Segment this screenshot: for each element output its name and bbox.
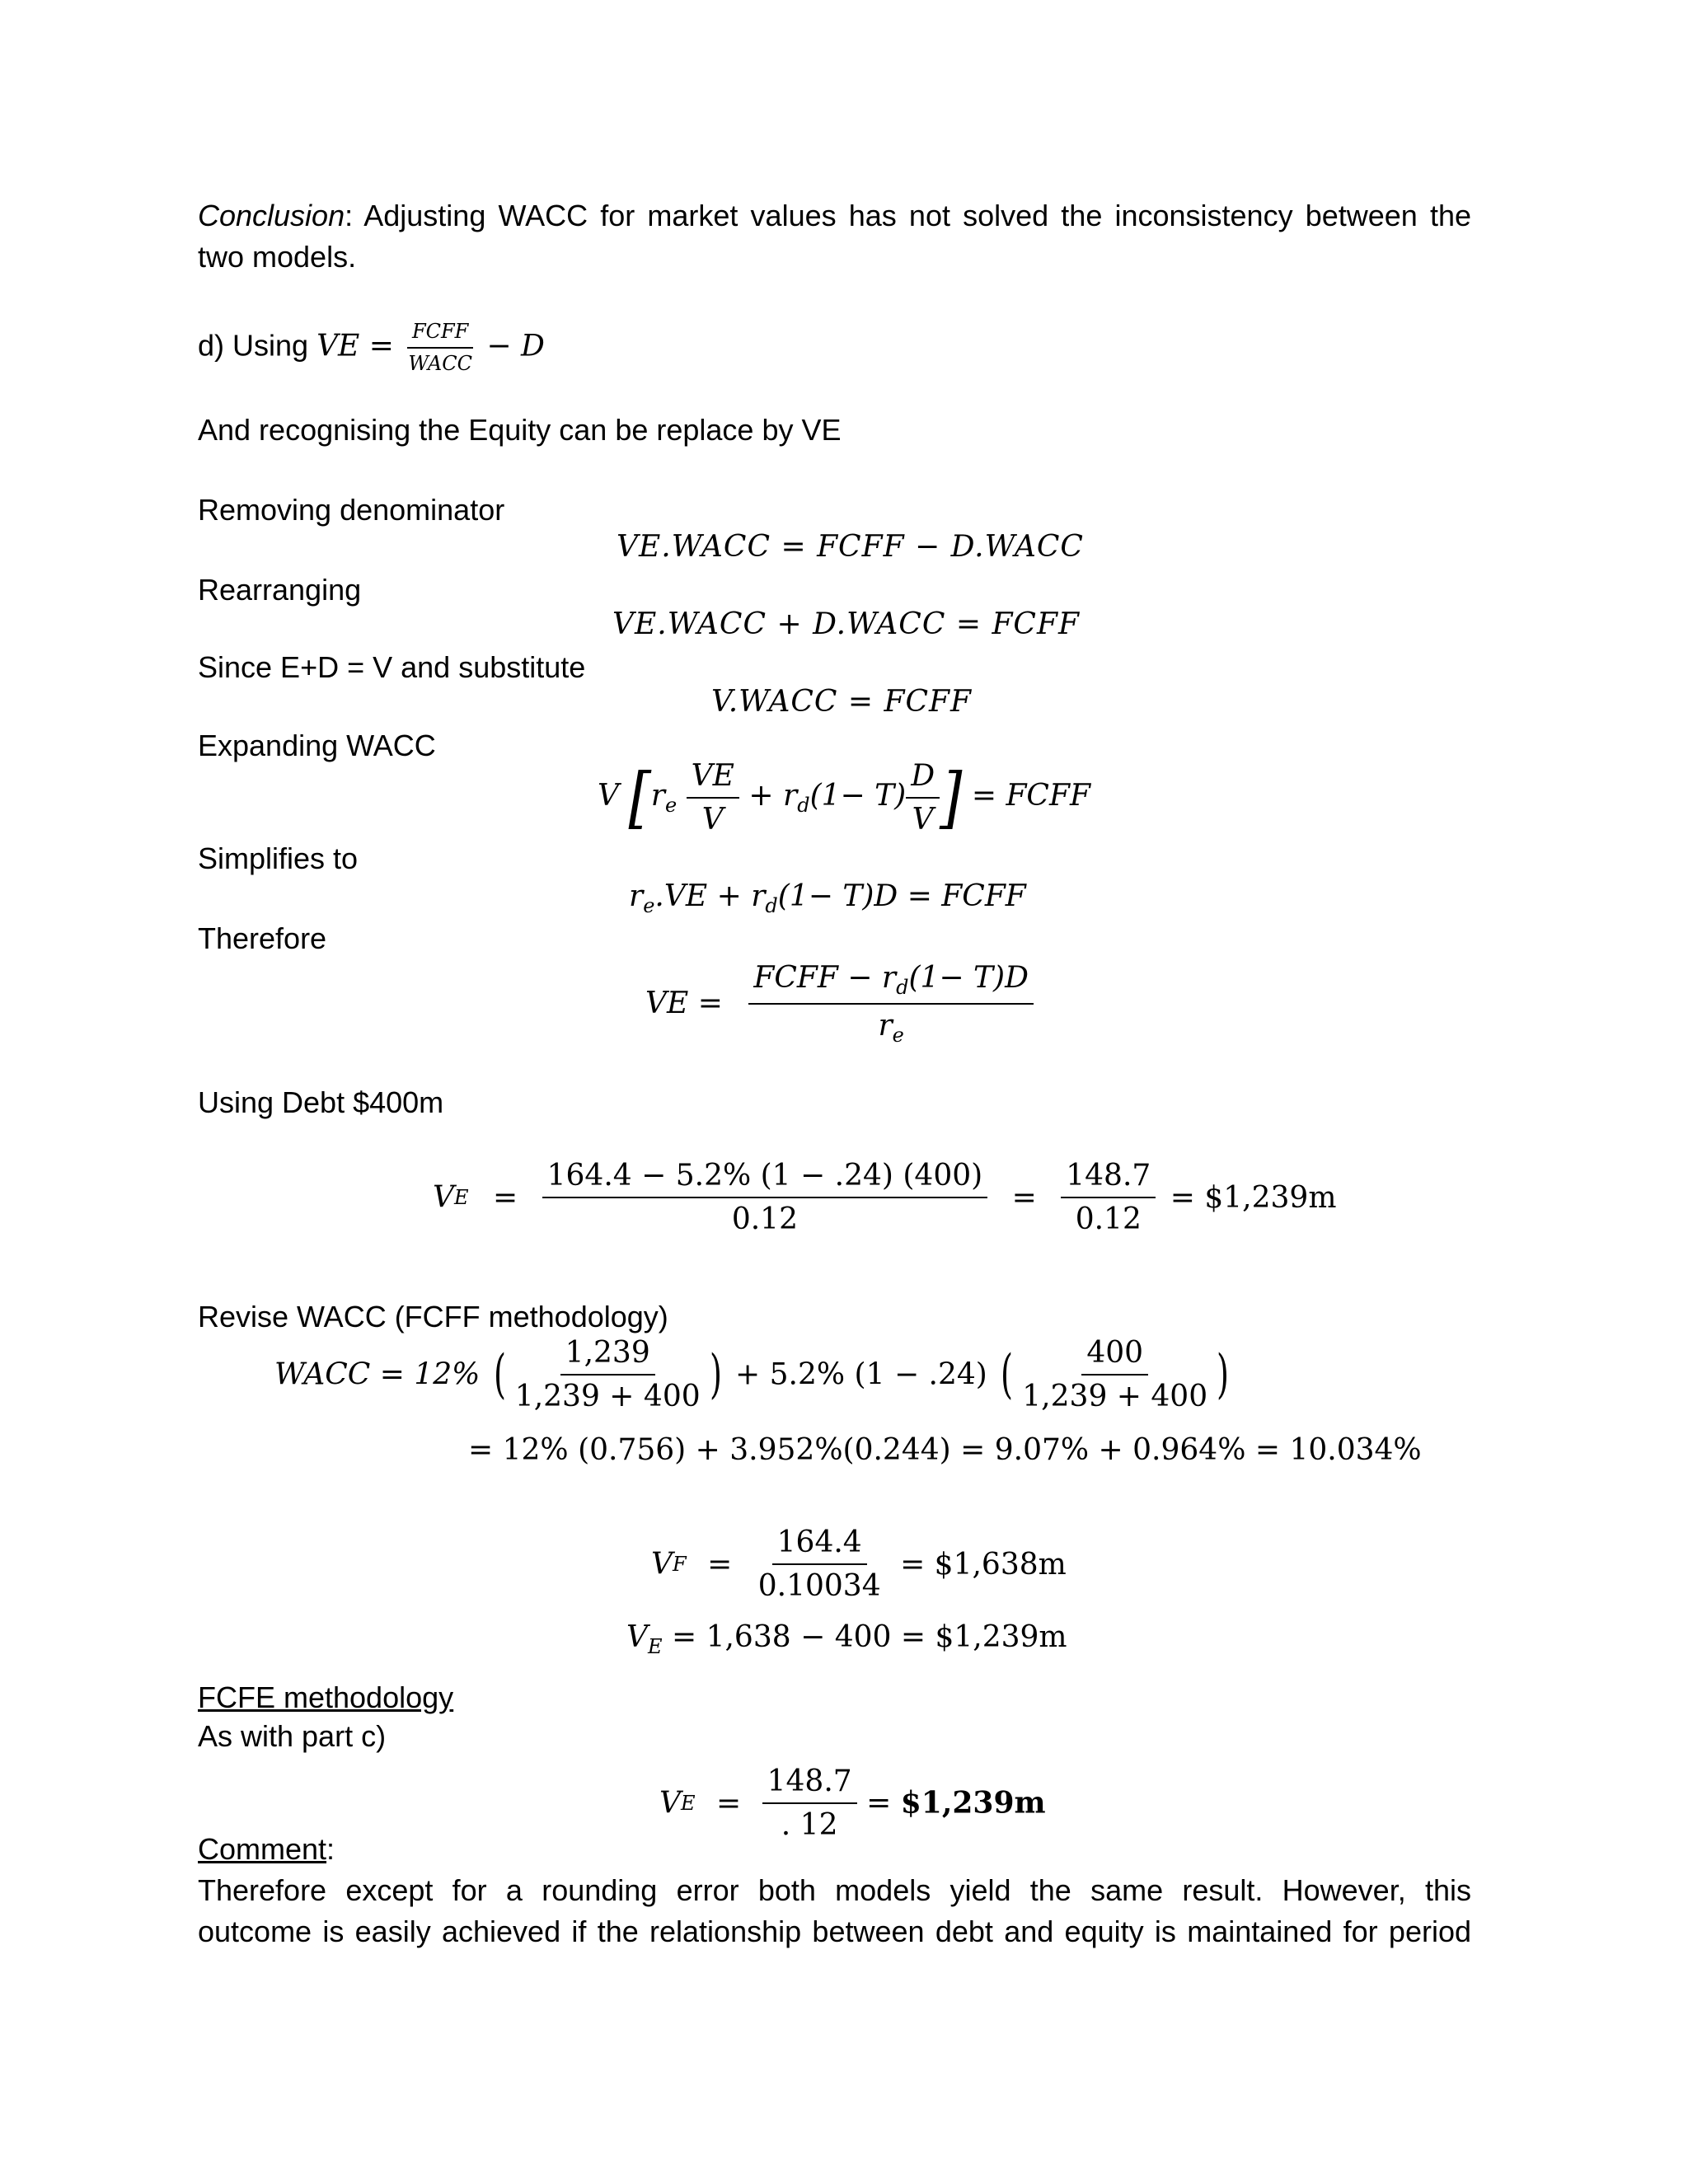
comment-colon: :: [326, 1832, 335, 1866]
eq4-d: D: [906, 758, 940, 799]
eq5-sub-d: d: [765, 894, 778, 917]
eq6-num-end: (1− T)D: [908, 961, 1029, 995]
ve-calc-den-2: 0.12: [1075, 1202, 1142, 1237]
eq4-close-bracket: ]: [940, 759, 963, 837]
part-d-minus-d: − D: [476, 329, 545, 363]
equation-4: [598, 758, 1090, 837]
ve-calc-eq: =: [492, 1180, 518, 1215]
wacc-calc-mid: + 5.2% (1 − .24): [735, 1357, 987, 1392]
eq6-den-sub: e: [892, 1023, 904, 1047]
wacc-den-2: 1,239 + 400: [1022, 1380, 1208, 1414]
ve-calc2-rest: = 1,638 − 400 = $1,239m: [662, 1620, 1067, 1654]
eq5-end: (1− T)D = FCFF: [777, 879, 1026, 913]
wacc-calc-lhs: WACC = 12%: [274, 1357, 481, 1392]
part-d-line: [198, 320, 545, 376]
ve-calculation: [433, 1158, 1336, 1237]
eq5-rest: .VE + r: [654, 879, 766, 913]
vf-calc-result: = $1,638m: [900, 1547, 1067, 1582]
conclusion-line-2: two models.: [198, 240, 357, 274]
wacc-num-2: 400: [1081, 1335, 1148, 1376]
part-d-prefix: d) Using: [198, 328, 317, 363]
eq4-re: r: [650, 779, 665, 813]
part-d-wacc: WACC: [408, 351, 472, 375]
comment-label: Comment: [198, 1832, 327, 1866]
ve-calc-frac-1: [542, 1158, 988, 1237]
ve-calc2-lhs-sub: E: [648, 1635, 663, 1658]
eq4-v: V: [598, 779, 619, 813]
step-expanding: Expanding WACC: [198, 729, 436, 762]
ve-calc3-frac: [762, 1764, 857, 1843]
ve-calc3-lhs-sub: E: [681, 1791, 696, 1815]
ve-calc3-eq: =: [715, 1786, 742, 1821]
eq4-re-sub: e: [664, 794, 678, 818]
eq5-sub-e: e: [643, 894, 655, 917]
using-debt: Using Debt $400m: [198, 1085, 444, 1119]
ve-calc-num-1: 164.4 − 5.2% (1 − .24) (400): [542, 1158, 988, 1198]
wacc-open-paren-2: (: [1001, 1344, 1014, 1406]
vf-calc-eq: =: [707, 1547, 733, 1582]
conclusion-text: : Adjusting WACC for market values has not solved the inconsistency between the: [345, 199, 1471, 232]
eq6-den-text: r: [878, 1008, 893, 1043]
equation-5: [629, 879, 1026, 918]
wacc-frac-2: [1017, 1335, 1212, 1414]
step-simplifies: Simplifies to: [198, 841, 359, 875]
step-removing: Removing denominator: [198, 493, 505, 527]
vf-calc-den: 0.10034: [757, 1569, 881, 1604]
eq4-ve-frac: [687, 758, 739, 837]
ve-calc-result: = $1,239m: [1170, 1180, 1337, 1215]
wacc-calc-line-2: = 12% (0.756) + 3.952%(0.244) = 9.07% + 0.964% = 10.034%: [468, 1433, 1422, 1467]
eq6-frac: [748, 960, 1034, 1047]
eq6-lhs: VE =: [645, 987, 723, 1021]
eq4-ve: VE: [687, 758, 739, 799]
equation-6: [645, 960, 1034, 1047]
ve-calc-frac-2: [1061, 1158, 1156, 1237]
eq4-d-frac: [906, 758, 940, 837]
vf-calculation: [651, 1525, 1067, 1604]
wacc-frac-1: [510, 1335, 706, 1414]
ve-calc2-lhs: V: [626, 1620, 648, 1654]
conclusion-line-1: [198, 198, 1471, 233]
ve-calc-lhs: V: [433, 1180, 454, 1215]
step-therefore: Therefore: [198, 921, 327, 955]
part-d-eq: =: [359, 329, 404, 363]
eq6-num-text: FCFF − r: [753, 961, 897, 995]
step-since: Since E+D = V and substitute: [198, 650, 586, 684]
fcfe-sub: As with part c): [198, 1719, 387, 1753]
recognising-text: And recognising the Equity can be replace by VE: [198, 413, 842, 447]
comment-heading: [198, 1831, 335, 1867]
ve-calculation-3: [659, 1764, 1046, 1843]
wacc-calculation: [274, 1335, 1233, 1414]
ve-calc3-num: 148.7: [762, 1764, 857, 1804]
vf-calc-frac: [753, 1525, 886, 1604]
ve-calc-lhs-sub: E: [454, 1185, 469, 1209]
eq5-r: r: [629, 879, 644, 913]
eq4-rd-sub: d: [797, 794, 810, 818]
comment-line-2: outcome is easily achieved if the relationship between debt and equity is maintained for period: [198, 1915, 1471, 1948]
ve-calc-num-2: 148.7: [1061, 1158, 1156, 1198]
part-d-ve: VE: [316, 329, 360, 363]
wacc-den-1: 1,239 + 400: [514, 1380, 701, 1414]
ve-calc3-lhs: V: [659, 1786, 681, 1821]
part-d-fraction: [403, 320, 477, 376]
ve-calc-eq-2: =: [1011, 1180, 1037, 1215]
eq4-rhs: = FCFF: [971, 779, 1090, 813]
vf-calc-lhs: V: [651, 1547, 673, 1582]
revise-wacc: Revise WACC (FCFF methodology): [198, 1300, 668, 1333]
ve-calc3-result: $1,239m: [900, 1785, 1046, 1821]
eq4-plus-rd: + r: [748, 779, 798, 813]
wacc-open-paren-1: (: [493, 1344, 506, 1406]
eq6-den: [873, 1005, 908, 1047]
vf-calc-lhs-sub: F: [673, 1552, 687, 1576]
equation-3: V.WACC = FCFF: [711, 685, 972, 719]
fcfe-heading: FCFE methodology: [198, 1680, 454, 1714]
equation-2: VE.WACC + D.WACC = FCFF: [612, 607, 1080, 641]
vf-calc-num: 164.4: [772, 1525, 867, 1565]
wacc-num-1: 1,239: [560, 1335, 655, 1376]
eq6-num-sub: d: [896, 976, 909, 999]
equation-1: VE.WACC = FCFF − D.WACC: [617, 530, 1084, 564]
part-d-fcff: FCFF: [407, 320, 473, 349]
ve-calc3-result-eq: =: [866, 1786, 901, 1821]
eq4-one-minus-t: (1− T): [809, 779, 907, 813]
ve-calculation-2: [626, 1619, 1067, 1659]
step-rearranging: Rearranging: [198, 573, 362, 607]
conclusion-label: Conclusion: [198, 199, 345, 232]
wacc-close-paren-2: ): [1217, 1344, 1230, 1406]
ve-calc-den-1: 0.12: [731, 1202, 798, 1237]
eq6-num: [748, 960, 1034, 1005]
eq4-open-bracket: [: [628, 759, 651, 837]
comment-line-1: Therefore except for a rounding error both models yield the same result. However, this: [198, 1873, 1471, 1907]
eq4-dden: V: [912, 803, 934, 837]
wacc-close-paren-1: ): [709, 1344, 722, 1406]
eq4-vden: V: [701, 803, 724, 837]
ve-calc3-den: . 12: [781, 1808, 838, 1843]
